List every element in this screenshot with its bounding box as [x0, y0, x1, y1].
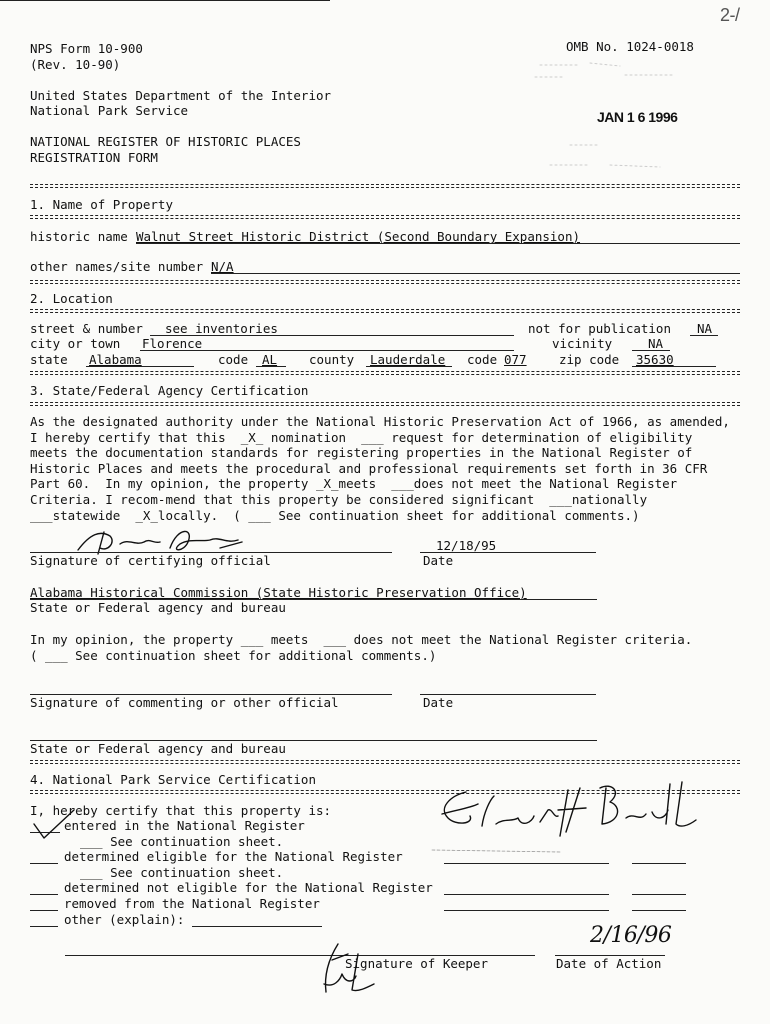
keeper-signature — [430, 778, 710, 852]
field-line — [211, 273, 740, 274]
not-for-publication-value[interactable]: NA — [697, 321, 713, 336]
opinion-text-line: In my opinion, the property ___ meets ___ does not meet the National Register criteria. — [30, 632, 693, 647]
checkbox-line[interactable] — [30, 926, 58, 927]
field-line — [690, 335, 718, 336]
form-revision: (Rev. 10-90) — [30, 57, 121, 72]
field-line — [632, 366, 716, 367]
agency-label: State or Federal agency and bureau — [30, 741, 286, 756]
field-line — [150, 335, 514, 336]
divider — [30, 184, 740, 188]
option-sub-continuation: ___ See continuation sheet. — [80, 834, 284, 849]
code-label: code — [218, 352, 249, 367]
form-subtitle: REGISTRATION FORM — [30, 150, 158, 165]
agency-label: State or Federal agency and bureau — [30, 600, 286, 615]
form-number: NPS Form 10-900 — [30, 41, 143, 56]
commenting-signature-label: Signature of commenting or other official — [30, 695, 339, 710]
city-value[interactable]: Florence — [142, 336, 203, 351]
cert-text-line: meets the documentation standards for registering properties in the National Register of — [30, 445, 693, 460]
form-title: NATIONAL REGISTER OF HISTORIC PLACES — [30, 134, 301, 149]
cert-text-line: Part 60. In my opinion, the property _X_meets ___does not meet the National Register — [30, 476, 678, 491]
date-label: Date — [423, 553, 454, 568]
field-line — [632, 350, 670, 351]
omb-number: OMB No. 1024-0018 — [566, 39, 694, 54]
field-line — [632, 863, 686, 864]
zip-value[interactable]: 35630 — [636, 352, 674, 367]
date-of-action-value[interactable]: 2/16/96 — [590, 923, 672, 948]
divider — [30, 309, 740, 313]
cert-text-line: ___statewide _X_locally. ( ___ See continuation sheet for additional comments.) — [30, 508, 640, 523]
divider — [30, 215, 740, 219]
county-value[interactable]: Lauderdale — [370, 352, 446, 367]
agency-name: National Park Service — [30, 103, 189, 118]
keeper-signature-label: Signature of Keeper — [345, 956, 488, 971]
corner-mark: 2-/ — [720, 5, 740, 25]
other-names-value[interactable]: N/A — [211, 259, 234, 274]
state-label: state — [30, 352, 68, 367]
field-line — [632, 894, 686, 895]
option-determined-not-eligible: determined not eligible for the National Register — [64, 880, 433, 895]
keeper-initials — [318, 940, 408, 1000]
county-label: county — [309, 352, 355, 367]
field-line — [192, 926, 322, 927]
street-label: street & number — [30, 321, 143, 336]
section-4-heading: 4. National Park Service Certification — [30, 772, 316, 787]
street-value[interactable]: see inventories — [165, 321, 278, 336]
cert-text-line: As the designated authority under the National Historic Preservation Act of 1966, as amended, — [30, 414, 730, 429]
field-line — [256, 366, 286, 367]
cert-text-line: Historic Places and meets the procedural and professional requirements set forth in 36 CFR — [30, 461, 708, 476]
county-code-value[interactable]: 077 — [504, 352, 527, 367]
option-entered: entered in the National Register — [64, 818, 305, 833]
divider — [30, 402, 740, 406]
state-code-value[interactable]: AL — [262, 352, 278, 367]
not-for-publication-label: not for publication — [528, 321, 671, 336]
field-line — [140, 350, 514, 351]
checkbox-line[interactable] — [30, 863, 58, 864]
state-value[interactable]: Alabama — [89, 352, 142, 367]
section-3-heading: 3. State/Federal Agency Certification — [30, 383, 309, 398]
option-determined-eligible: determined eligible for the National Register — [64, 849, 403, 864]
certifying-signature-label: Signature of certifying official — [30, 553, 271, 568]
historic-name-value[interactable]: Walnut Street Historic District (Second Boundary Expansion) — [136, 229, 581, 244]
cert-text-line: I hereby certify that this _X_ nomination ___ request for determination of eligibility — [30, 430, 693, 445]
date-label: Date — [423, 695, 454, 710]
certification-date[interactable]: 12/18/95 — [436, 538, 497, 553]
divider — [30, 280, 740, 284]
option-other: other (explain): — [64, 912, 185, 927]
section-1-heading: 1. Name of Property — [30, 197, 173, 212]
top-border-line — [0, 0, 330, 1]
cert-text-line: Criteria. I recom-mend that this property be considered significant ___nationally — [30, 492, 648, 507]
divider — [30, 760, 740, 764]
historic-name-label: historic name — [30, 229, 128, 244]
option-sub-continuation: ___ See continuation sheet. — [80, 865, 284, 880]
date-of-action-label: Date of Action — [556, 956, 662, 971]
field-line — [444, 863, 609, 864]
other-names-label: other names/site number — [30, 259, 204, 274]
zip-label: zip code — [559, 352, 620, 367]
county-code-label: code — [467, 352, 498, 367]
field-line — [366, 366, 452, 367]
divider — [30, 371, 740, 375]
vicinity-value[interactable]: NA — [648, 336, 664, 351]
nps-cert-intro: I, hereby certify that this property is: — [30, 803, 332, 818]
field-line — [444, 910, 609, 911]
faded-stamp-marks — [530, 55, 690, 185]
department-name: United States Department of the Interior — [30, 88, 332, 103]
opinion-text-line: ( ___ See continuation sheet for additional comments.) — [30, 648, 437, 663]
field-line — [86, 366, 194, 367]
field-line — [632, 910, 686, 911]
section-2-heading: 2. Location — [30, 291, 113, 306]
checkbox-line[interactable] — [30, 894, 58, 895]
agency-value[interactable]: Alabama Historical Commission (State Historic Preservation Office) — [30, 585, 527, 600]
field-line — [444, 894, 609, 895]
vicinity-label: vicinity — [552, 336, 613, 351]
field-line — [136, 243, 740, 244]
city-label: city or town — [30, 336, 121, 351]
received-date-stamp: JAN 1 6 1996 — [597, 109, 678, 125]
checkbox-line[interactable] — [30, 910, 58, 911]
option-removed: removed from the National Register — [64, 896, 320, 911]
